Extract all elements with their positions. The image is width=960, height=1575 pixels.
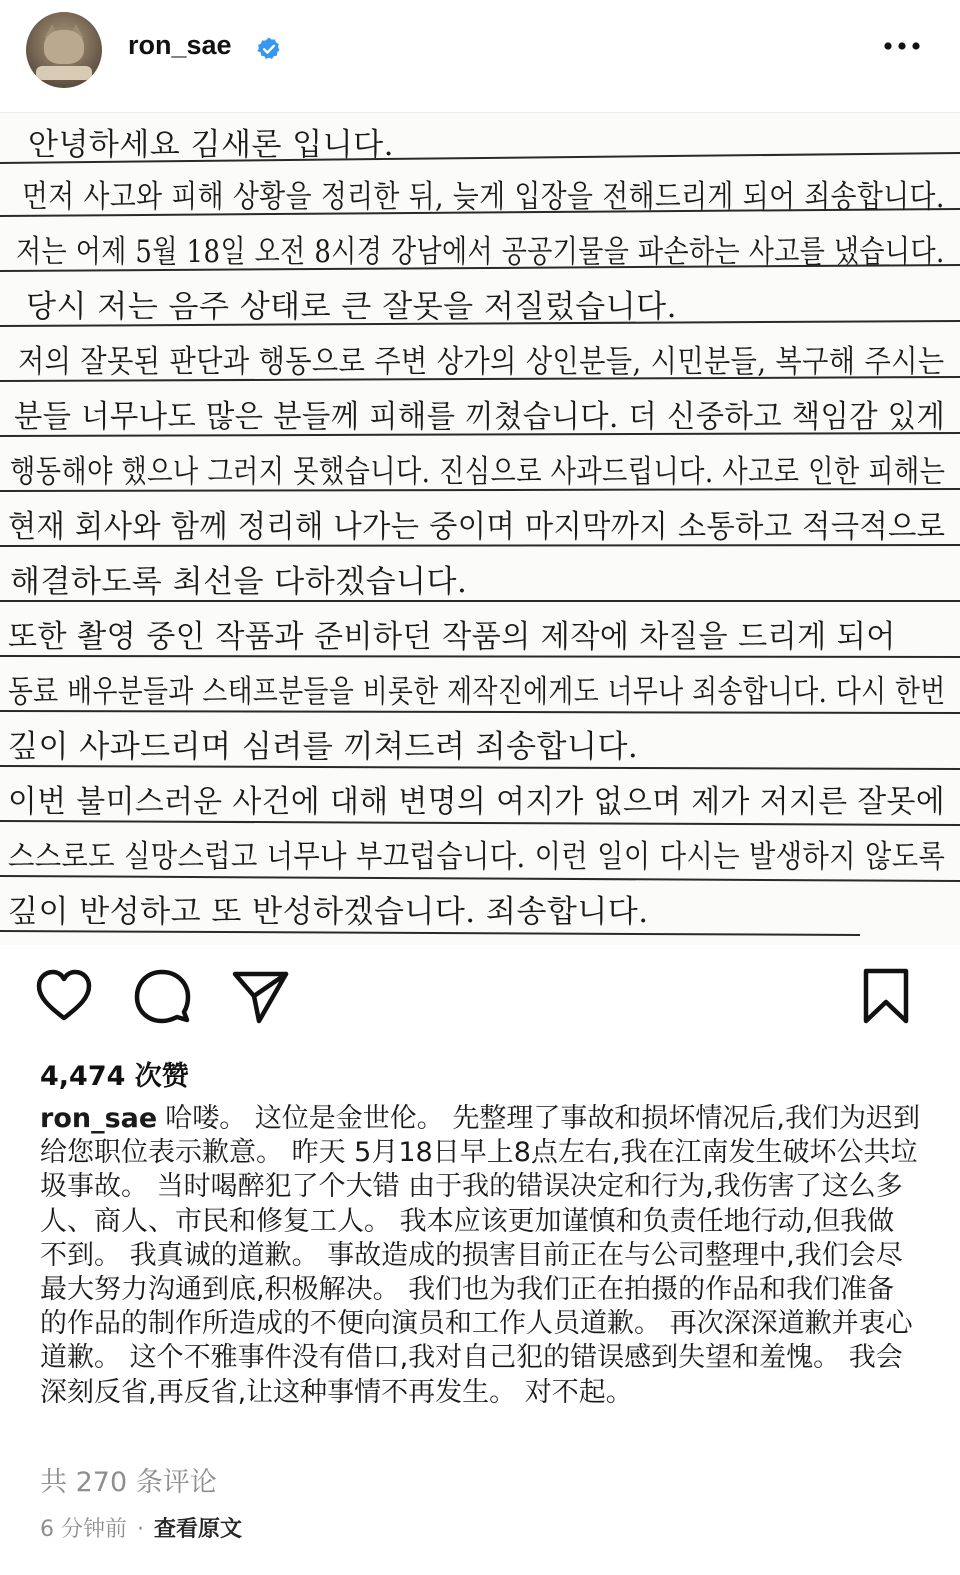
letter-line: 동료 배우분들과 스태프분들을 비롯한 제작진에게도 너무나 죄송합니다. 다시 한번	[8, 674, 946, 710]
caption-username[interactable]: ron_sae	[40, 1103, 158, 1134]
letter-line: 스스로도 실망스럽고 너무나 부끄럽습니다. 이런 일이 다시는 발생하지 않도록	[8, 839, 946, 875]
letter-line: 깊이 반성하고 또 반성하겠습니다. 죄송합니다.	[8, 894, 649, 930]
heart-icon[interactable]	[34, 966, 94, 1026]
letter-line: 현재 회사와 함께 정리해 나가는 중이며 마지막까지 소통하고 적극적으로	[8, 509, 946, 545]
see-original-link[interactable]: 查看原文	[154, 1517, 243, 1542]
letter-line: 저는 어제 5월 18일 오전 8시경 강남에서 공공기물을 파손하는 사고를 냈습니다.	[16, 234, 945, 270]
post-action-bar	[0, 960, 960, 1030]
letter-line: 또한 촬영 중인 작품과 준비하던 작품의 제작에 차질을 드리게 되어	[8, 619, 896, 655]
post-caption	[40, 1102, 920, 1410]
cat-paws	[36, 66, 92, 80]
letter-line: 깊이 사과드리며 심려를 끼쳐드려 죄송합니다.	[8, 729, 639, 765]
letter-line: 저의 잘못된 판단과 행동으로 주변 상가의 상인분들, 시민분들, 복구해 주시는	[18, 344, 945, 380]
likes-count[interactable]: 4,474 次赞	[40, 1061, 189, 1092]
post-header	[0, 0, 960, 100]
send-icon[interactable]	[230, 966, 290, 1026]
cat-face	[44, 30, 84, 64]
post-username[interactable]: ron_sae	[128, 30, 232, 60]
verified-badge-icon	[256, 36, 282, 62]
more-horizontal-icon[interactable]	[882, 36, 922, 56]
profile-avatar[interactable]	[26, 12, 102, 88]
post-meta	[40, 1512, 242, 1543]
letter-line: 해결하도록 최선을 다하겠습니다.	[10, 564, 468, 600]
letter-line: 분들 너무나도 많은 분들께 피해를 끼쳤습니다. 더 신중하고 책임감 있게	[14, 399, 946, 435]
meta-separator: ·	[137, 1517, 144, 1542]
caption-text: 哈喽。 这位是金世伦。 先整理了事故和损坏情况后,我们为迟到给您职位表示歉意。 昨天 5月18日早上8点左右,我在江南发生破坏公共垃圾事故。 当时喝醉犯了个大错 由于我的错误决定和行为,我伤害了这么多人、商人、市民和修复工人。 我本应该更加谨慎和负责任地行动,但我做不到。 我真诚的道歉。 事故造成的损害目前正在与公司整理中,我们会尽最大努力沟通到底,积极解决。 我们也为我们正在拍摄的作品和我们准备的作品的制作所造成的不便向演员和工作人员道歉。 再次深深道歉并衷心道歉。 这个不雅事件没有借口,我对自己犯的错误感到失望和羞愧。 我会深刻反省,再反省,让这种事情不再发生。 对不起。	[40, 1103, 920, 1408]
letter-line: 이번 불미스러운 사건에 대해 변명의 여지가 없으며 제가 저지른 잘못에	[8, 784, 946, 820]
letter-line: 먼저 사고와 피해 상황을 정리한 뒤, 늦게 입장을 전해드리게 되어 죄송합니다.	[22, 179, 945, 215]
letter-line: 행동해야 했으나 그러지 못했습니다. 진심으로 사과드립니다. 사고로 인한 피해는	[10, 454, 946, 490]
letter-line: 안녕하세요 김새론 입니다.	[28, 127, 394, 163]
post-timestamp: 6 分钟前	[40, 1517, 127, 1542]
view-comments-link[interactable]: 共 270 条评论	[40, 1467, 217, 1498]
bookmark-icon[interactable]	[856, 966, 916, 1026]
letter-line: 당시 저는 음주 상태로 큰 잘못을 저질렀습니다.	[26, 289, 677, 325]
post-image-handwritten-letter[interactable]	[0, 112, 960, 945]
comment-icon[interactable]	[132, 966, 192, 1026]
